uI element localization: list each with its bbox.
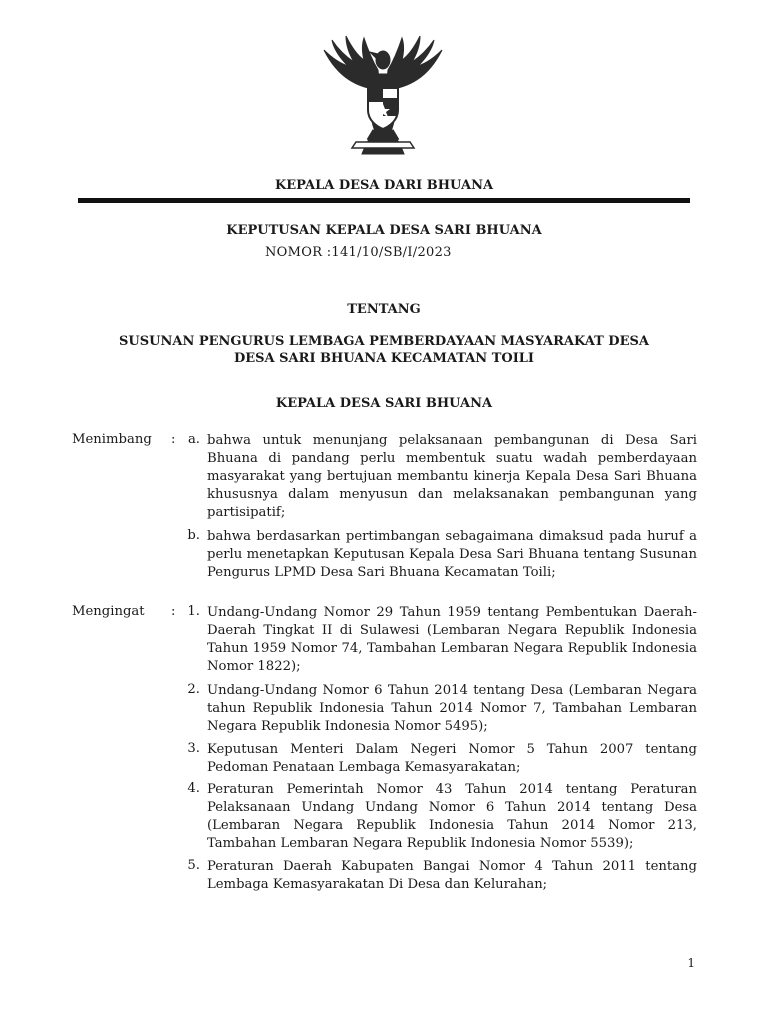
header-rule: [78, 198, 690, 203]
mengingat-label: Mengingat: [72, 604, 145, 619]
mengingat-marker-5: 5.: [187, 858, 200, 873]
decree-number: NOMOR :141/10/SB/I/2023: [265, 245, 452, 260]
menimbang-colon: :: [171, 432, 176, 447]
mengingat-item-3: Keputusan Menteri Dalam Negeri Nomor 5 Tahun 2007 tentang Pedoman Penataan Lembaga Kemasyarakatan;: [207, 742, 697, 775]
menimbang-item-a: bahwa untuk menunjang pelaksanaan pembangunan di Desa Sari Bhuana di pandang perlu membentuk suatu wadah pemberdayaan masyarakat yang bertujuan membantu kinerja Kepala Desa Sari Bhuana khususnya dalam menyusun dan melaksanakan pembangunan yang partisipatif;: [207, 433, 697, 520]
about-heading: TENTANG: [347, 302, 421, 317]
menimbang-item-b: bahwa berdasarkan pertimbangan sebagaimana dimaksud pada huruf a perlu menetapkan Keputusan Kepala Desa Sari Bhuana tentang Susunan Pengurus LPMD Desa Sari Bhuana Kecamatan Toili;: [207, 529, 697, 580]
garuda-emblem-icon: [318, 30, 448, 160]
mengingat-marker-2: 2.: [187, 682, 200, 697]
subject-line-2: DESA SARI BHUANA KECAMATAN TOILI: [233, 351, 535, 366]
mengingat-marker-4: 4.: [187, 781, 200, 796]
subject-line-1: SUSUNAN PENGURUS LEMBAGA PEMBERDAYAAN MASYARAKAT DESA: [119, 334, 649, 349]
menimbang-marker-a: a.: [187, 432, 200, 447]
issuer-heading: KEPALA DESA SARI BHUANA: [275, 396, 493, 411]
mengingat-item-5: Peraturan Daerah Kabupaten Bangai Nomor 4 Tahun 2011 tentang Lembaga Kemasyarakatan Di Desa dan Kelurahan;: [207, 859, 697, 892]
mengingat-marker-3: 3.: [187, 741, 200, 756]
mengingat-item-4: Peraturan Pemerintah Nomor 43 Tahun 2014 tentang Peraturan Pelaksanaan Undang Undang Nomor 6 Tahun 2014 tentang Desa (Lembaran Negara Republik Indonesia Tahun 2014 Nomor 213, Tambahan Lembaran Negara Republik Indonesia Nomor 5539);: [207, 782, 697, 851]
menimbang-marker-b: b.: [187, 528, 200, 543]
mengingat-item-1: Undang-Undang Nomor 29 Tahun 1959 tentang Pembentukan Daerah-Daerah Tingkat II di Sulawesi (Lembaran Negara Republik Indonesia Tahun 1959 Nomor 74, Tambahan Lembaran Negara Republik Indonesia Nomor 1822);: [207, 605, 697, 674]
mengingat-colon: :: [171, 604, 176, 619]
page-number: 1: [687, 956, 695, 970]
mengingat-marker-1: 1.: [187, 604, 200, 619]
authority-heading: KEPALA DESA DARI BHUANA: [274, 178, 494, 193]
mengingat-item-2: Undang-Undang Nomor 6 Tahun 2014 tentang Desa (Lembaran Negara tahun Republik Indonesia Tahun 2014 Nomor 7, Tambahan Lembaran Negara Republik Indonesia Nomor 5495);: [207, 683, 697, 734]
menimbang-label: Menimbang: [72, 432, 152, 447]
decree-title: KEPUTUSAN KEPALA DESA SARI BHUANA: [226, 223, 542, 238]
